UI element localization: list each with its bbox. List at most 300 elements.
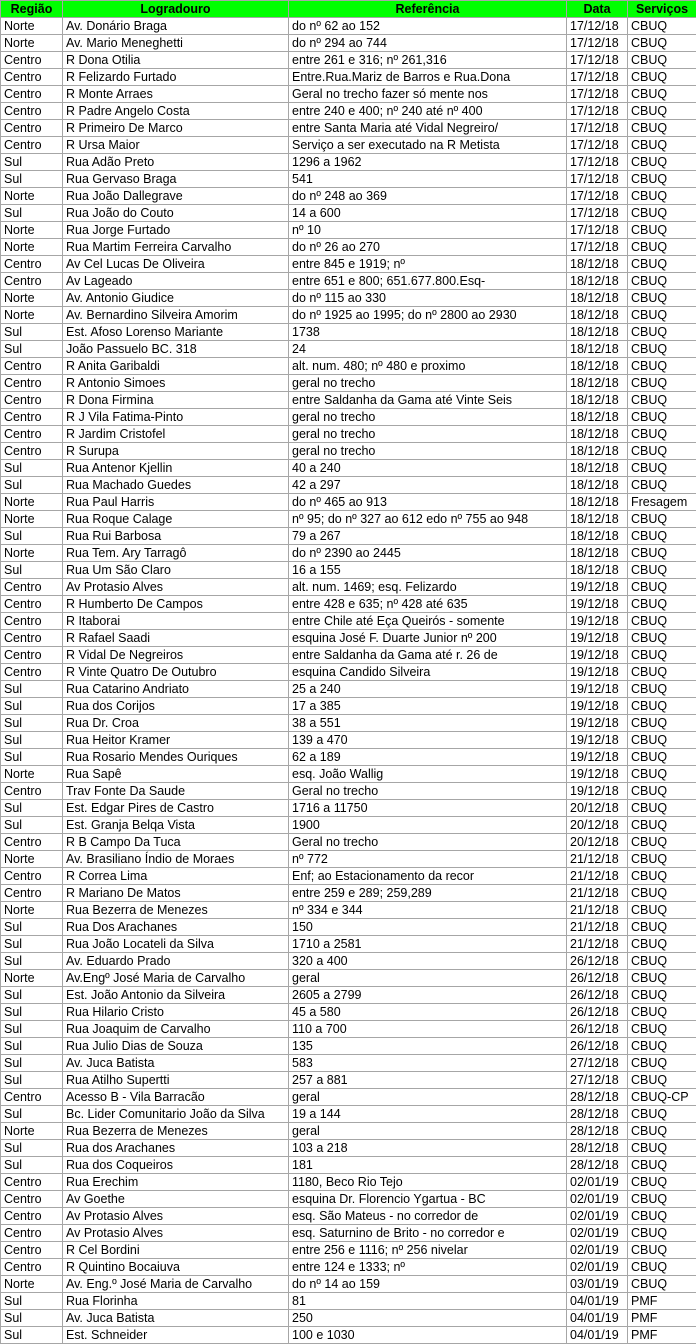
cell-servicos[interactable]: CBUQ	[628, 154, 696, 171]
cell-data[interactable]: 17/12/18	[567, 205, 628, 222]
cell-regiao[interactable]: Centro	[1, 52, 63, 69]
cell-data[interactable]: 18/12/18	[567, 477, 628, 494]
cell-logradouro[interactable]: Av. Juca Batista	[63, 1055, 289, 1072]
cell-servicos[interactable]: CBUQ	[628, 341, 696, 358]
cell-regiao[interactable]: Centro	[1, 273, 63, 290]
cell-logradouro[interactable]: Trav Fonte Da Saude	[63, 783, 289, 800]
cell-data[interactable]: 02/01/19	[567, 1174, 628, 1191]
cell-logradouro[interactable]: Rua Gervaso Braga	[63, 171, 289, 188]
cell-regiao[interactable]: Sul	[1, 987, 63, 1004]
cell-data[interactable]: 19/12/18	[567, 664, 628, 681]
cell-logradouro[interactable]: Rua Antenor Kjellin	[63, 460, 289, 477]
cell-logradouro[interactable]: Rua Atilho Supertti	[63, 1072, 289, 1089]
cell-servicos[interactable]: CBUQ	[628, 732, 696, 749]
cell-servicos[interactable]: CBUQ	[628, 188, 696, 205]
cell-referencia[interactable]: do nº 294 ao 744	[289, 35, 567, 52]
cell-data[interactable]: 27/12/18	[567, 1055, 628, 1072]
cell-referencia[interactable]: 103 a 218	[289, 1140, 567, 1157]
cell-referencia[interactable]: 181	[289, 1157, 567, 1174]
cell-regiao[interactable]: Norte	[1, 902, 63, 919]
cell-regiao[interactable]: Centro	[1, 1191, 63, 1208]
cell-logradouro[interactable]: Rua Sapê	[63, 766, 289, 783]
cell-regiao[interactable]: Sul	[1, 1293, 63, 1310]
cell-regiao[interactable]: Centro	[1, 868, 63, 885]
cell-logradouro[interactable]: Bc. Lider Comunitario João da Silva	[63, 1106, 289, 1123]
cell-logradouro[interactable]: Est. João Antonio da Silveira	[63, 987, 289, 1004]
cell-referencia[interactable]: 40 a 240	[289, 460, 567, 477]
cell-data[interactable]: 18/12/18	[567, 460, 628, 477]
cell-servicos[interactable]: CBUQ	[628, 375, 696, 392]
cell-logradouro[interactable]: Av Protasio Alves	[63, 1208, 289, 1225]
cell-data[interactable]: 20/12/18	[567, 817, 628, 834]
cell-servicos[interactable]: PMF	[628, 1327, 696, 1344]
cell-data[interactable]: 02/01/19	[567, 1259, 628, 1276]
cell-data[interactable]: 19/12/18	[567, 783, 628, 800]
cell-logradouro[interactable]: Rua dos Corijos	[63, 698, 289, 715]
cell-regiao[interactable]: Centro	[1, 358, 63, 375]
cell-regiao[interactable]: Centro	[1, 1259, 63, 1276]
cell-logradouro[interactable]: Av Protasio Alves	[63, 579, 289, 596]
cell-logradouro[interactable]: Av Goethe	[63, 1191, 289, 1208]
cell-data[interactable]: 19/12/18	[567, 613, 628, 630]
cell-regiao[interactable]: Norte	[1, 851, 63, 868]
cell-regiao[interactable]: Centro	[1, 1208, 63, 1225]
cell-servicos[interactable]: CBUQ	[628, 1174, 696, 1191]
cell-regiao[interactable]: Sul	[1, 1055, 63, 1072]
cell-logradouro[interactable]: R B Campo Da Tuca	[63, 834, 289, 851]
cell-logradouro[interactable]: Rua Heitor Kramer	[63, 732, 289, 749]
cell-logradouro[interactable]: João Passuelo BC. 318	[63, 341, 289, 358]
cell-servicos[interactable]: CBUQ	[628, 52, 696, 69]
header-logradouro[interactable]: Logradouro	[63, 1, 289, 18]
cell-regiao[interactable]: Centro	[1, 885, 63, 902]
cell-data[interactable]: 17/12/18	[567, 222, 628, 239]
cell-regiao[interactable]: Sul	[1, 341, 63, 358]
cell-servicos[interactable]: CBUQ	[628, 562, 696, 579]
cell-regiao[interactable]: Centro	[1, 1089, 63, 1106]
cell-data[interactable]: 18/12/18	[567, 392, 628, 409]
cell-referencia[interactable]: 45 a 580	[289, 1004, 567, 1021]
cell-servicos[interactable]: CBUQ	[628, 647, 696, 664]
cell-referencia[interactable]: esquina José F. Duarte Junior nº 200	[289, 630, 567, 647]
cell-logradouro[interactable]: R Quintino Bocaiuva	[63, 1259, 289, 1276]
cell-referencia[interactable]: do nº 115 ao 330	[289, 290, 567, 307]
cell-regiao[interactable]: Sul	[1, 698, 63, 715]
cell-referencia[interactable]: 135	[289, 1038, 567, 1055]
cell-referencia[interactable]: entre 845 e 1919; nº	[289, 256, 567, 273]
cell-data[interactable]: 18/12/18	[567, 273, 628, 290]
cell-data[interactable]: 17/12/18	[567, 18, 628, 35]
cell-referencia[interactable]: 320 a 400	[289, 953, 567, 970]
cell-regiao[interactable]: Centro	[1, 426, 63, 443]
cell-referencia[interactable]: geral no trecho	[289, 443, 567, 460]
cell-data[interactable]: 26/12/18	[567, 1021, 628, 1038]
cell-regiao[interactable]: Sul	[1, 1310, 63, 1327]
cell-servicos[interactable]: CBUQ	[628, 596, 696, 613]
cell-logradouro[interactable]: Rua Julio Dias de Souza	[63, 1038, 289, 1055]
cell-logradouro[interactable]: R Ursa Maior	[63, 137, 289, 154]
cell-data[interactable]: 18/12/18	[567, 358, 628, 375]
cell-data[interactable]: 04/01/19	[567, 1293, 628, 1310]
cell-servicos[interactable]: CBUQ	[628, 1021, 696, 1038]
cell-referencia[interactable]: 541	[289, 171, 567, 188]
cell-logradouro[interactable]: Est. Granja Belqa Vista	[63, 817, 289, 834]
cell-data[interactable]: 19/12/18	[567, 698, 628, 715]
cell-logradouro[interactable]: Av Lageado	[63, 273, 289, 290]
cell-data[interactable]: 18/12/18	[567, 511, 628, 528]
cell-servicos[interactable]: CBUQ	[628, 1208, 696, 1225]
cell-referencia[interactable]: 25 a 240	[289, 681, 567, 698]
cell-logradouro[interactable]: Acesso B - Vila Barracão	[63, 1089, 289, 1106]
cell-regiao[interactable]: Sul	[1, 732, 63, 749]
cell-servicos[interactable]: CBUQ	[628, 273, 696, 290]
cell-referencia[interactable]: 14 a 600	[289, 205, 567, 222]
cell-regiao[interactable]: Norte	[1, 222, 63, 239]
cell-regiao[interactable]: Centro	[1, 579, 63, 596]
cell-data[interactable]: 21/12/18	[567, 936, 628, 953]
cell-referencia[interactable]: entre 261 e 316; nº 261,316	[289, 52, 567, 69]
cell-data[interactable]: 19/12/18	[567, 732, 628, 749]
cell-servicos[interactable]: CBUQ	[628, 1259, 696, 1276]
cell-servicos[interactable]: PMF	[628, 1310, 696, 1327]
cell-servicos[interactable]: CBUQ	[628, 1038, 696, 1055]
cell-logradouro[interactable]: Rua João Dallegrave	[63, 188, 289, 205]
cell-servicos[interactable]: CBUQ	[628, 800, 696, 817]
cell-logradouro[interactable]: R Humberto De Campos	[63, 596, 289, 613]
cell-servicos[interactable]: CBUQ	[628, 1055, 696, 1072]
cell-servicos[interactable]: CBUQ	[628, 630, 696, 647]
cell-data[interactable]: 18/12/18	[567, 443, 628, 460]
cell-referencia[interactable]: 1296 a 1962	[289, 154, 567, 171]
cell-regiao[interactable]: Centro	[1, 120, 63, 137]
cell-logradouro[interactable]: Av Protasio Alves	[63, 1225, 289, 1242]
cell-referencia[interactable]: entre 256 e 1116; nº 256 nivelar	[289, 1242, 567, 1259]
cell-data[interactable]: 26/12/18	[567, 987, 628, 1004]
cell-regiao[interactable]: Norte	[1, 1276, 63, 1293]
cell-servicos[interactable]: CBUQ	[628, 868, 696, 885]
cell-logradouro[interactable]: Rua Martim Ferreira Carvalho	[63, 239, 289, 256]
cell-regiao[interactable]: Norte	[1, 188, 63, 205]
cell-regiao[interactable]: Centro	[1, 783, 63, 800]
cell-regiao[interactable]: Sul	[1, 715, 63, 732]
cell-referencia[interactable]: 110 a 700	[289, 1021, 567, 1038]
cell-servicos[interactable]: PMF	[628, 1293, 696, 1310]
cell-servicos[interactable]: CBUQ	[628, 69, 696, 86]
cell-data[interactable]: 18/12/18	[567, 562, 628, 579]
cell-regiao[interactable]: Centro	[1, 1174, 63, 1191]
cell-logradouro[interactable]: Est. Afoso Lorenso Mariante	[63, 324, 289, 341]
cell-servicos[interactable]: CBUQ	[628, 936, 696, 953]
cell-referencia[interactable]: entre Chile até Eça Queirós - somente	[289, 613, 567, 630]
cell-data[interactable]: 21/12/18	[567, 919, 628, 936]
cell-servicos[interactable]: CBUQ	[628, 239, 696, 256]
cell-referencia[interactable]: 257 a 881	[289, 1072, 567, 1089]
cell-referencia[interactable]: 62 a 189	[289, 749, 567, 766]
cell-data[interactable]: 19/12/18	[567, 715, 628, 732]
cell-regiao[interactable]: Centro	[1, 103, 63, 120]
cell-servicos[interactable]: Fresagem	[628, 494, 696, 511]
cell-regiao[interactable]: Norte	[1, 766, 63, 783]
cell-referencia[interactable]: 2605 a 2799	[289, 987, 567, 1004]
cell-regiao[interactable]: Centro	[1, 443, 63, 460]
cell-regiao[interactable]: Centro	[1, 647, 63, 664]
cell-servicos[interactable]: CBUQ	[628, 358, 696, 375]
cell-data[interactable]: 17/12/18	[567, 103, 628, 120]
cell-referencia[interactable]: 139 a 470	[289, 732, 567, 749]
cell-regiao[interactable]: Norte	[1, 307, 63, 324]
cell-logradouro[interactable]: Av.Engº José Maria de Carvalho	[63, 970, 289, 987]
cell-referencia[interactable]: esq. Saturnino de Brito - no corredor e	[289, 1225, 567, 1242]
cell-logradouro[interactable]: R Antonio Simoes	[63, 375, 289, 392]
cell-servicos[interactable]: CBUQ	[628, 1242, 696, 1259]
cell-referencia[interactable]: 250	[289, 1310, 567, 1327]
cell-data[interactable]: 21/12/18	[567, 851, 628, 868]
cell-servicos[interactable]: CBUQ	[628, 851, 696, 868]
cell-servicos[interactable]: CBUQ	[628, 18, 696, 35]
cell-regiao[interactable]: Sul	[1, 477, 63, 494]
cell-referencia[interactable]: Serviço a ser executado na R Metista	[289, 137, 567, 154]
cell-logradouro[interactable]: Rua Rosario Mendes Ouriques	[63, 749, 289, 766]
cell-logradouro[interactable]: Av. Mario Meneghetti	[63, 35, 289, 52]
cell-referencia[interactable]: geral no trecho	[289, 375, 567, 392]
cell-regiao[interactable]: Centro	[1, 1242, 63, 1259]
cell-regiao[interactable]: Sul	[1, 154, 63, 171]
cell-logradouro[interactable]: R Jardim Cristofel	[63, 426, 289, 443]
cell-data[interactable]: 28/12/18	[567, 1123, 628, 1140]
cell-regiao[interactable]: Norte	[1, 290, 63, 307]
cell-referencia[interactable]: 81	[289, 1293, 567, 1310]
cell-referencia[interactable]: do nº 248 ao 369	[289, 188, 567, 205]
cell-referencia[interactable]: nº 95; do nº 327 ao 612 edo nº 755 ao 948	[289, 511, 567, 528]
cell-referencia[interactable]: alt. num. 480; nº 480 e proximo	[289, 358, 567, 375]
cell-referencia[interactable]: do nº 465 ao 913	[289, 494, 567, 511]
cell-referencia[interactable]: 1738	[289, 324, 567, 341]
cell-referencia[interactable]: entre 240 e 400; nº 240 até nº 400	[289, 103, 567, 120]
cell-referencia[interactable]: 79 a 267	[289, 528, 567, 545]
cell-data[interactable]: 03/01/19	[567, 1276, 628, 1293]
cell-referencia[interactable]: geral no trecho	[289, 426, 567, 443]
cell-data[interactable]: 17/12/18	[567, 239, 628, 256]
cell-servicos[interactable]: CBUQ	[628, 307, 696, 324]
cell-servicos[interactable]: CBUQ	[628, 35, 696, 52]
cell-data[interactable]: 19/12/18	[567, 749, 628, 766]
cell-logradouro[interactable]: Rua Um São Claro	[63, 562, 289, 579]
cell-referencia[interactable]: 100 e 1030	[289, 1327, 567, 1344]
cell-data[interactable]: 18/12/18	[567, 341, 628, 358]
cell-servicos[interactable]: CBUQ	[628, 392, 696, 409]
cell-referencia[interactable]: 1900	[289, 817, 567, 834]
cell-referencia[interactable]: 24	[289, 341, 567, 358]
cell-servicos[interactable]: CBUQ	[628, 1225, 696, 1242]
cell-logradouro[interactable]: Rua Catarino Andriato	[63, 681, 289, 698]
cell-data[interactable]: 17/12/18	[567, 35, 628, 52]
cell-servicos[interactable]: CBUQ	[628, 817, 696, 834]
cell-data[interactable]: 18/12/18	[567, 545, 628, 562]
cell-logradouro[interactable]: Av Cel Lucas De Oliveira	[63, 256, 289, 273]
cell-logradouro[interactable]: R Itaborai	[63, 613, 289, 630]
cell-servicos[interactable]: CBUQ	[628, 1004, 696, 1021]
cell-servicos[interactable]: CBUQ	[628, 902, 696, 919]
cell-referencia[interactable]: entre 124 e 1333; nº	[289, 1259, 567, 1276]
cell-regiao[interactable]: Sul	[1, 1038, 63, 1055]
cell-data[interactable]: 02/01/19	[567, 1242, 628, 1259]
cell-logradouro[interactable]: R Vidal De Negreiros	[63, 647, 289, 664]
cell-logradouro[interactable]: Av. Donário Braga	[63, 18, 289, 35]
cell-referencia[interactable]: Enf; ao Estacionamento da recor	[289, 868, 567, 885]
cell-regiao[interactable]: Centro	[1, 137, 63, 154]
cell-servicos[interactable]: CBUQ	[628, 953, 696, 970]
cell-logradouro[interactable]: R Rafael Saadi	[63, 630, 289, 647]
cell-logradouro[interactable]: Rua Roque Calage	[63, 511, 289, 528]
cell-servicos[interactable]: CBUQ	[628, 1106, 696, 1123]
cell-regiao[interactable]: Sul	[1, 749, 63, 766]
cell-referencia[interactable]: geral	[289, 1123, 567, 1140]
cell-regiao[interactable]: Sul	[1, 562, 63, 579]
cell-data[interactable]: 17/12/18	[567, 120, 628, 137]
cell-regiao[interactable]: Sul	[1, 1140, 63, 1157]
cell-logradouro[interactable]: Av. Brasiliano Índio de Moraes	[63, 851, 289, 868]
cell-regiao[interactable]: Centro	[1, 596, 63, 613]
cell-servicos[interactable]: CBUQ	[628, 613, 696, 630]
cell-referencia[interactable]: 583	[289, 1055, 567, 1072]
cell-servicos[interactable]: CBUQ	[628, 426, 696, 443]
cell-regiao[interactable]: Centro	[1, 409, 63, 426]
cell-logradouro[interactable]: Est. Edgar Pires de Castro	[63, 800, 289, 817]
cell-servicos[interactable]: CBUQ	[628, 511, 696, 528]
cell-regiao[interactable]: Centro	[1, 86, 63, 103]
cell-regiao[interactable]: Sul	[1, 1106, 63, 1123]
cell-logradouro[interactable]: Av. Antonio Giudice	[63, 290, 289, 307]
cell-logradouro[interactable]: Rua Machado Guedes	[63, 477, 289, 494]
cell-data[interactable]: 26/12/18	[567, 1038, 628, 1055]
cell-data[interactable]: 21/12/18	[567, 902, 628, 919]
cell-referencia[interactable]: alt. num. 1469; esq. Felizardo	[289, 579, 567, 596]
cell-regiao[interactable]: Sul	[1, 324, 63, 341]
cell-data[interactable]: 18/12/18	[567, 426, 628, 443]
cell-servicos[interactable]: CBUQ	[628, 137, 696, 154]
cell-referencia[interactable]: Geral no trecho	[289, 783, 567, 800]
cell-data[interactable]: 28/12/18	[567, 1089, 628, 1106]
cell-referencia[interactable]: nº 334 e 344	[289, 902, 567, 919]
cell-regiao[interactable]: Norte	[1, 970, 63, 987]
cell-logradouro[interactable]: R Cel Bordini	[63, 1242, 289, 1259]
cell-servicos[interactable]: CBUQ-CP	[628, 1089, 696, 1106]
cell-referencia[interactable]: entre 428 e 635; nº 428 até 635	[289, 596, 567, 613]
cell-logradouro[interactable]: Rua Paul Harris	[63, 494, 289, 511]
cell-servicos[interactable]: CBUQ	[628, 783, 696, 800]
cell-referencia[interactable]: esquina Candido Silveira	[289, 664, 567, 681]
cell-servicos[interactable]: CBUQ	[628, 103, 696, 120]
cell-logradouro[interactable]: R Mariano De Matos	[63, 885, 289, 902]
cell-data[interactable]: 19/12/18	[567, 766, 628, 783]
cell-servicos[interactable]: CBUQ	[628, 120, 696, 137]
cell-data[interactable]: 19/12/18	[567, 647, 628, 664]
cell-logradouro[interactable]: Av. Eng.º José Maria de Carvalho	[63, 1276, 289, 1293]
cell-referencia[interactable]: nº 10	[289, 222, 567, 239]
cell-servicos[interactable]: CBUQ	[628, 1276, 696, 1293]
cell-regiao[interactable]: Sul	[1, 1021, 63, 1038]
cell-logradouro[interactable]: Est. Schneider	[63, 1327, 289, 1344]
cell-logradouro[interactable]: R Monte Arraes	[63, 86, 289, 103]
cell-logradouro[interactable]: Rua Bezerra de Menezes	[63, 1123, 289, 1140]
cell-data[interactable]: 17/12/18	[567, 52, 628, 69]
header-data[interactable]: Data	[567, 1, 628, 18]
header-regiao[interactable]: Região	[1, 1, 63, 18]
cell-logradouro[interactable]: Rua dos Coqueiros	[63, 1157, 289, 1174]
cell-servicos[interactable]: CBUQ	[628, 698, 696, 715]
cell-data[interactable]: 21/12/18	[567, 868, 628, 885]
cell-logradouro[interactable]: R Correa Lima	[63, 868, 289, 885]
cell-servicos[interactable]: CBUQ	[628, 885, 696, 902]
cell-servicos[interactable]: CBUQ	[628, 1140, 696, 1157]
cell-servicos[interactable]: CBUQ	[628, 766, 696, 783]
cell-servicos[interactable]: CBUQ	[628, 545, 696, 562]
cell-referencia[interactable]: 42 a 297	[289, 477, 567, 494]
cell-servicos[interactable]: CBUQ	[628, 715, 696, 732]
cell-logradouro[interactable]: Rua Adão Preto	[63, 154, 289, 171]
cell-servicos[interactable]: CBUQ	[628, 987, 696, 1004]
cell-regiao[interactable]: Centro	[1, 375, 63, 392]
cell-regiao[interactable]: Sul	[1, 1327, 63, 1344]
cell-data[interactable]: 02/01/19	[567, 1208, 628, 1225]
cell-regiao[interactable]: Centro	[1, 834, 63, 851]
cell-regiao[interactable]: Centro	[1, 69, 63, 86]
cell-referencia[interactable]: entre Saldanha da Gama até Vinte Seis	[289, 392, 567, 409]
cell-logradouro[interactable]: Av. Bernardino Silveira Amorim	[63, 307, 289, 324]
cell-data[interactable]: 21/12/18	[567, 885, 628, 902]
cell-data[interactable]: 04/01/19	[567, 1310, 628, 1327]
cell-regiao[interactable]: Centro	[1, 630, 63, 647]
cell-servicos[interactable]: CBUQ	[628, 664, 696, 681]
cell-data[interactable]: 28/12/18	[567, 1140, 628, 1157]
cell-data[interactable]: 02/01/19	[567, 1225, 628, 1242]
cell-referencia[interactable]: 150	[289, 919, 567, 936]
cell-logradouro[interactable]: Rua Joaquim de Carvalho	[63, 1021, 289, 1038]
cell-regiao[interactable]: Sul	[1, 681, 63, 698]
cell-regiao[interactable]: Centro	[1, 256, 63, 273]
cell-servicos[interactable]: CBUQ	[628, 460, 696, 477]
cell-referencia[interactable]: entre Saldanha da Gama até r. 26 de	[289, 647, 567, 664]
cell-regiao[interactable]: Norte	[1, 35, 63, 52]
cell-logradouro[interactable]: R Primeiro De Marco	[63, 120, 289, 137]
cell-referencia[interactable]: Geral no trecho	[289, 834, 567, 851]
cell-logradouro[interactable]: Av. Eduardo Prado	[63, 953, 289, 970]
cell-referencia[interactable]: 1180, Beco Rio Tejo	[289, 1174, 567, 1191]
cell-regiao[interactable]: Sul	[1, 171, 63, 188]
cell-regiao[interactable]: Sul	[1, 800, 63, 817]
cell-regiao[interactable]: Norte	[1, 239, 63, 256]
cell-servicos[interactable]: CBUQ	[628, 970, 696, 987]
cell-regiao[interactable]: Centro	[1, 1225, 63, 1242]
cell-servicos[interactable]: CBUQ	[628, 205, 696, 222]
cell-data[interactable]: 19/12/18	[567, 681, 628, 698]
cell-regiao[interactable]: Centro	[1, 613, 63, 630]
cell-data[interactable]: 19/12/18	[567, 579, 628, 596]
cell-data[interactable]: 18/12/18	[567, 528, 628, 545]
cell-referencia[interactable]: do nº 14 ao 159	[289, 1276, 567, 1293]
cell-logradouro[interactable]: R Padre Angelo Costa	[63, 103, 289, 120]
cell-referencia[interactable]: esq. João Wallig	[289, 766, 567, 783]
cell-data[interactable]: 26/12/18	[567, 1004, 628, 1021]
cell-regiao[interactable]: Centro	[1, 664, 63, 681]
cell-logradouro[interactable]: Rua Bezerra de Menezes	[63, 902, 289, 919]
cell-referencia[interactable]: 16 a 155	[289, 562, 567, 579]
cell-data[interactable]: 18/12/18	[567, 324, 628, 341]
cell-logradouro[interactable]: Rua Hilario Cristo	[63, 1004, 289, 1021]
cell-referencia[interactable]: 19 a 144	[289, 1106, 567, 1123]
cell-servicos[interactable]: CBUQ	[628, 1157, 696, 1174]
cell-data[interactable]: 19/12/18	[567, 630, 628, 647]
